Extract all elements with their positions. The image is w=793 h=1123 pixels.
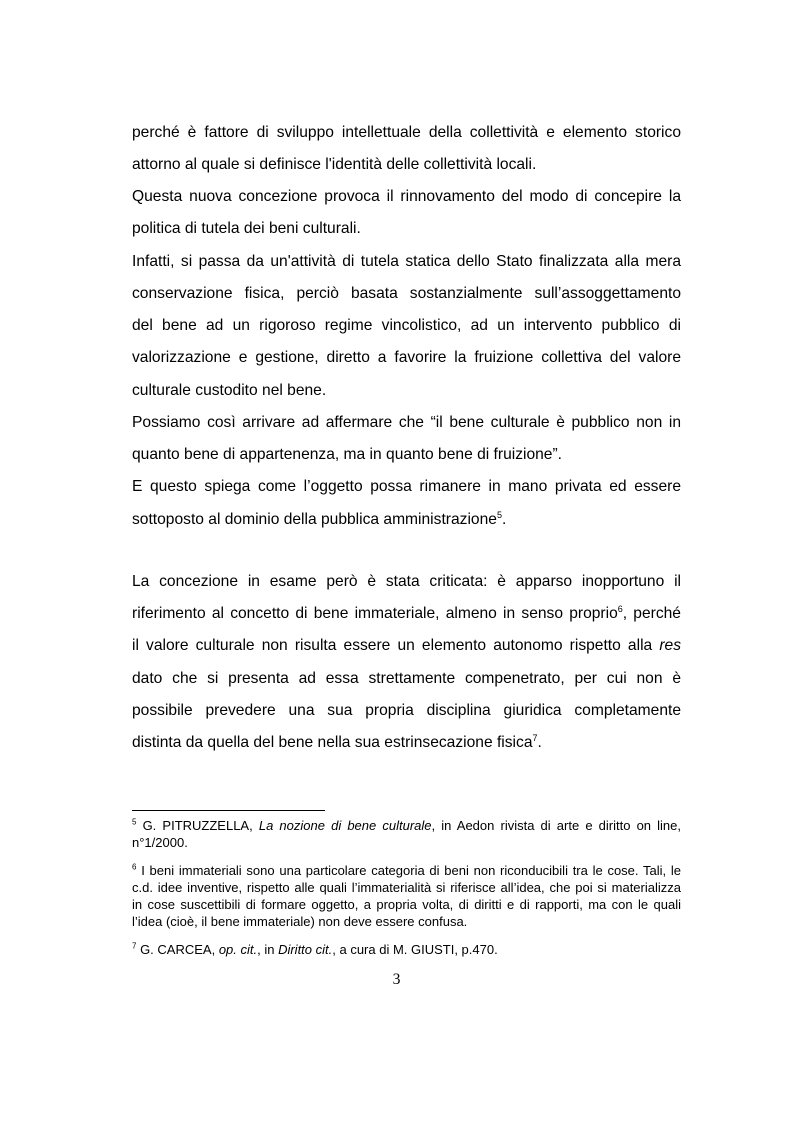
footnote-5-line-2: n°1/2000. (132, 835, 188, 850)
footnote-6 (132, 862, 681, 930)
body-line-5: Infatti, si passa da un'attività di tutela statica dello Stato finalizzata alla mera (132, 253, 681, 270)
footnote-7-work: Diritto cit. (278, 942, 333, 957)
body-line-4: politica di tutela dei beni culturali. (132, 220, 361, 237)
body-line-13-text: sottoposto al dominio della pubblica amministrazione (132, 511, 497, 528)
footnote-7-author: G. CARCEA, (136, 942, 219, 957)
footnote-5 (132, 817, 681, 851)
footnote-7-number: 7 (132, 941, 137, 951)
body-line-15-text: riferimento al concetto di bene immateriale, almeno in senso proprio (132, 605, 618, 622)
footnote-7 (132, 941, 681, 958)
footnote-5-author: G. PITRUZZELLA, (136, 818, 259, 833)
body-line-1: perché è fattore di sviluppo intellettuale della collettività e elemento storico (132, 124, 681, 141)
body-line-17: dato che si presenta ad essa strettamente compenetrato, per cui non è (132, 670, 681, 687)
footnote-6-text-1: I beni immateriali sono una particolare categoria di beni non riconducibili tra le cose. Tali, le (136, 863, 681, 878)
body-line-14: La concezione in esame però è stata criticata: è apparso inopportuno il (132, 573, 681, 590)
footnote-7-opcit: op. cit. (218, 942, 258, 957)
body-line-18: possibile prevedere una sua propria disciplina giuridica completamente (132, 702, 681, 719)
body-line-13-end: . (501, 511, 507, 528)
body-line-19 (132, 727, 681, 759)
footnote-6-line-2: c.d. idee inventive, rispetto alle quali l’immaterialità si riferisce all’idea, che poi si materializza (132, 880, 681, 895)
page-number: 3 (392, 971, 401, 988)
body-line-12: E questo spiega come l’oggetto possa rimanere in mano privata ed essere (132, 478, 681, 495)
body-line-3: Questa nuova concezione provoca il rinnovamento del modo di concepire la (132, 188, 681, 205)
body-line-8: valorizzazione e gestione, diretto a favorire la fruizione collettiva del valore (132, 349, 681, 366)
body-line-10: Possiamo così arrivare ad affermare che “il bene culturale è pubblico non in (132, 414, 681, 431)
body-line-19-end: . (537, 734, 542, 751)
footnote-5-number: 5 (132, 817, 137, 827)
body-line-13 (132, 504, 681, 536)
footnote-ref-5: 5 (496, 509, 502, 520)
footnote-7-rest: , a cura di M. GIUSTI, p.470. (332, 942, 498, 957)
body-line-11: quanto bene di appartenenza, ma in quanto bene di fruizione”. (132, 446, 563, 463)
body-line-7: del bene ad un rigoroso regime vincolistico, ad un intervento pubblico di (132, 317, 681, 334)
body-line-2: attorno al quale si definisce l'identità delle collettività locali. (132, 156, 537, 173)
body-line-16-italic: res (659, 637, 681, 654)
footnote-6-number: 6 (132, 862, 137, 872)
footnote-6-line-3: in cose suscettibili di formare oggetto, a propria volta, di diritti e di rapporti, ma con le quali (132, 897, 681, 912)
footnote-6-line-1 (132, 862, 681, 879)
footnote-7-line-1 (132, 941, 681, 958)
body-line-6: conservazione fisica, perciò basata sostanzialmente sull’assoggettamento (132, 285, 681, 302)
body-line-9: culturale custodito nel bene. (132, 382, 327, 399)
body-line-15 (132, 598, 681, 630)
footnote-ref-6: 6 (617, 603, 623, 614)
footnote-5-line-1 (132, 817, 681, 834)
footnote-5-title: La nozione di bene culturale (258, 818, 432, 833)
body-line-15-end: , perché (622, 605, 681, 622)
footnote-5-source: , in Aedon rivista di arte e diritto on line, (431, 818, 682, 833)
footnote-7-in: , in (257, 942, 279, 957)
footnote-separator (132, 810, 325, 811)
body-line-16-text: il valore culturale non risulta essere un elemento autonomo rispetto alla (132, 637, 660, 654)
footnote-6-line-4: l’idea (cioè, il bene immateriale) non deve essere confusa. (132, 914, 468, 929)
body-line-19-text: distinta da quella del bene nella sua estrinsecazione fisica (132, 734, 533, 751)
body-line-16 (132, 630, 681, 662)
footnote-ref-7: 7 (532, 732, 538, 743)
